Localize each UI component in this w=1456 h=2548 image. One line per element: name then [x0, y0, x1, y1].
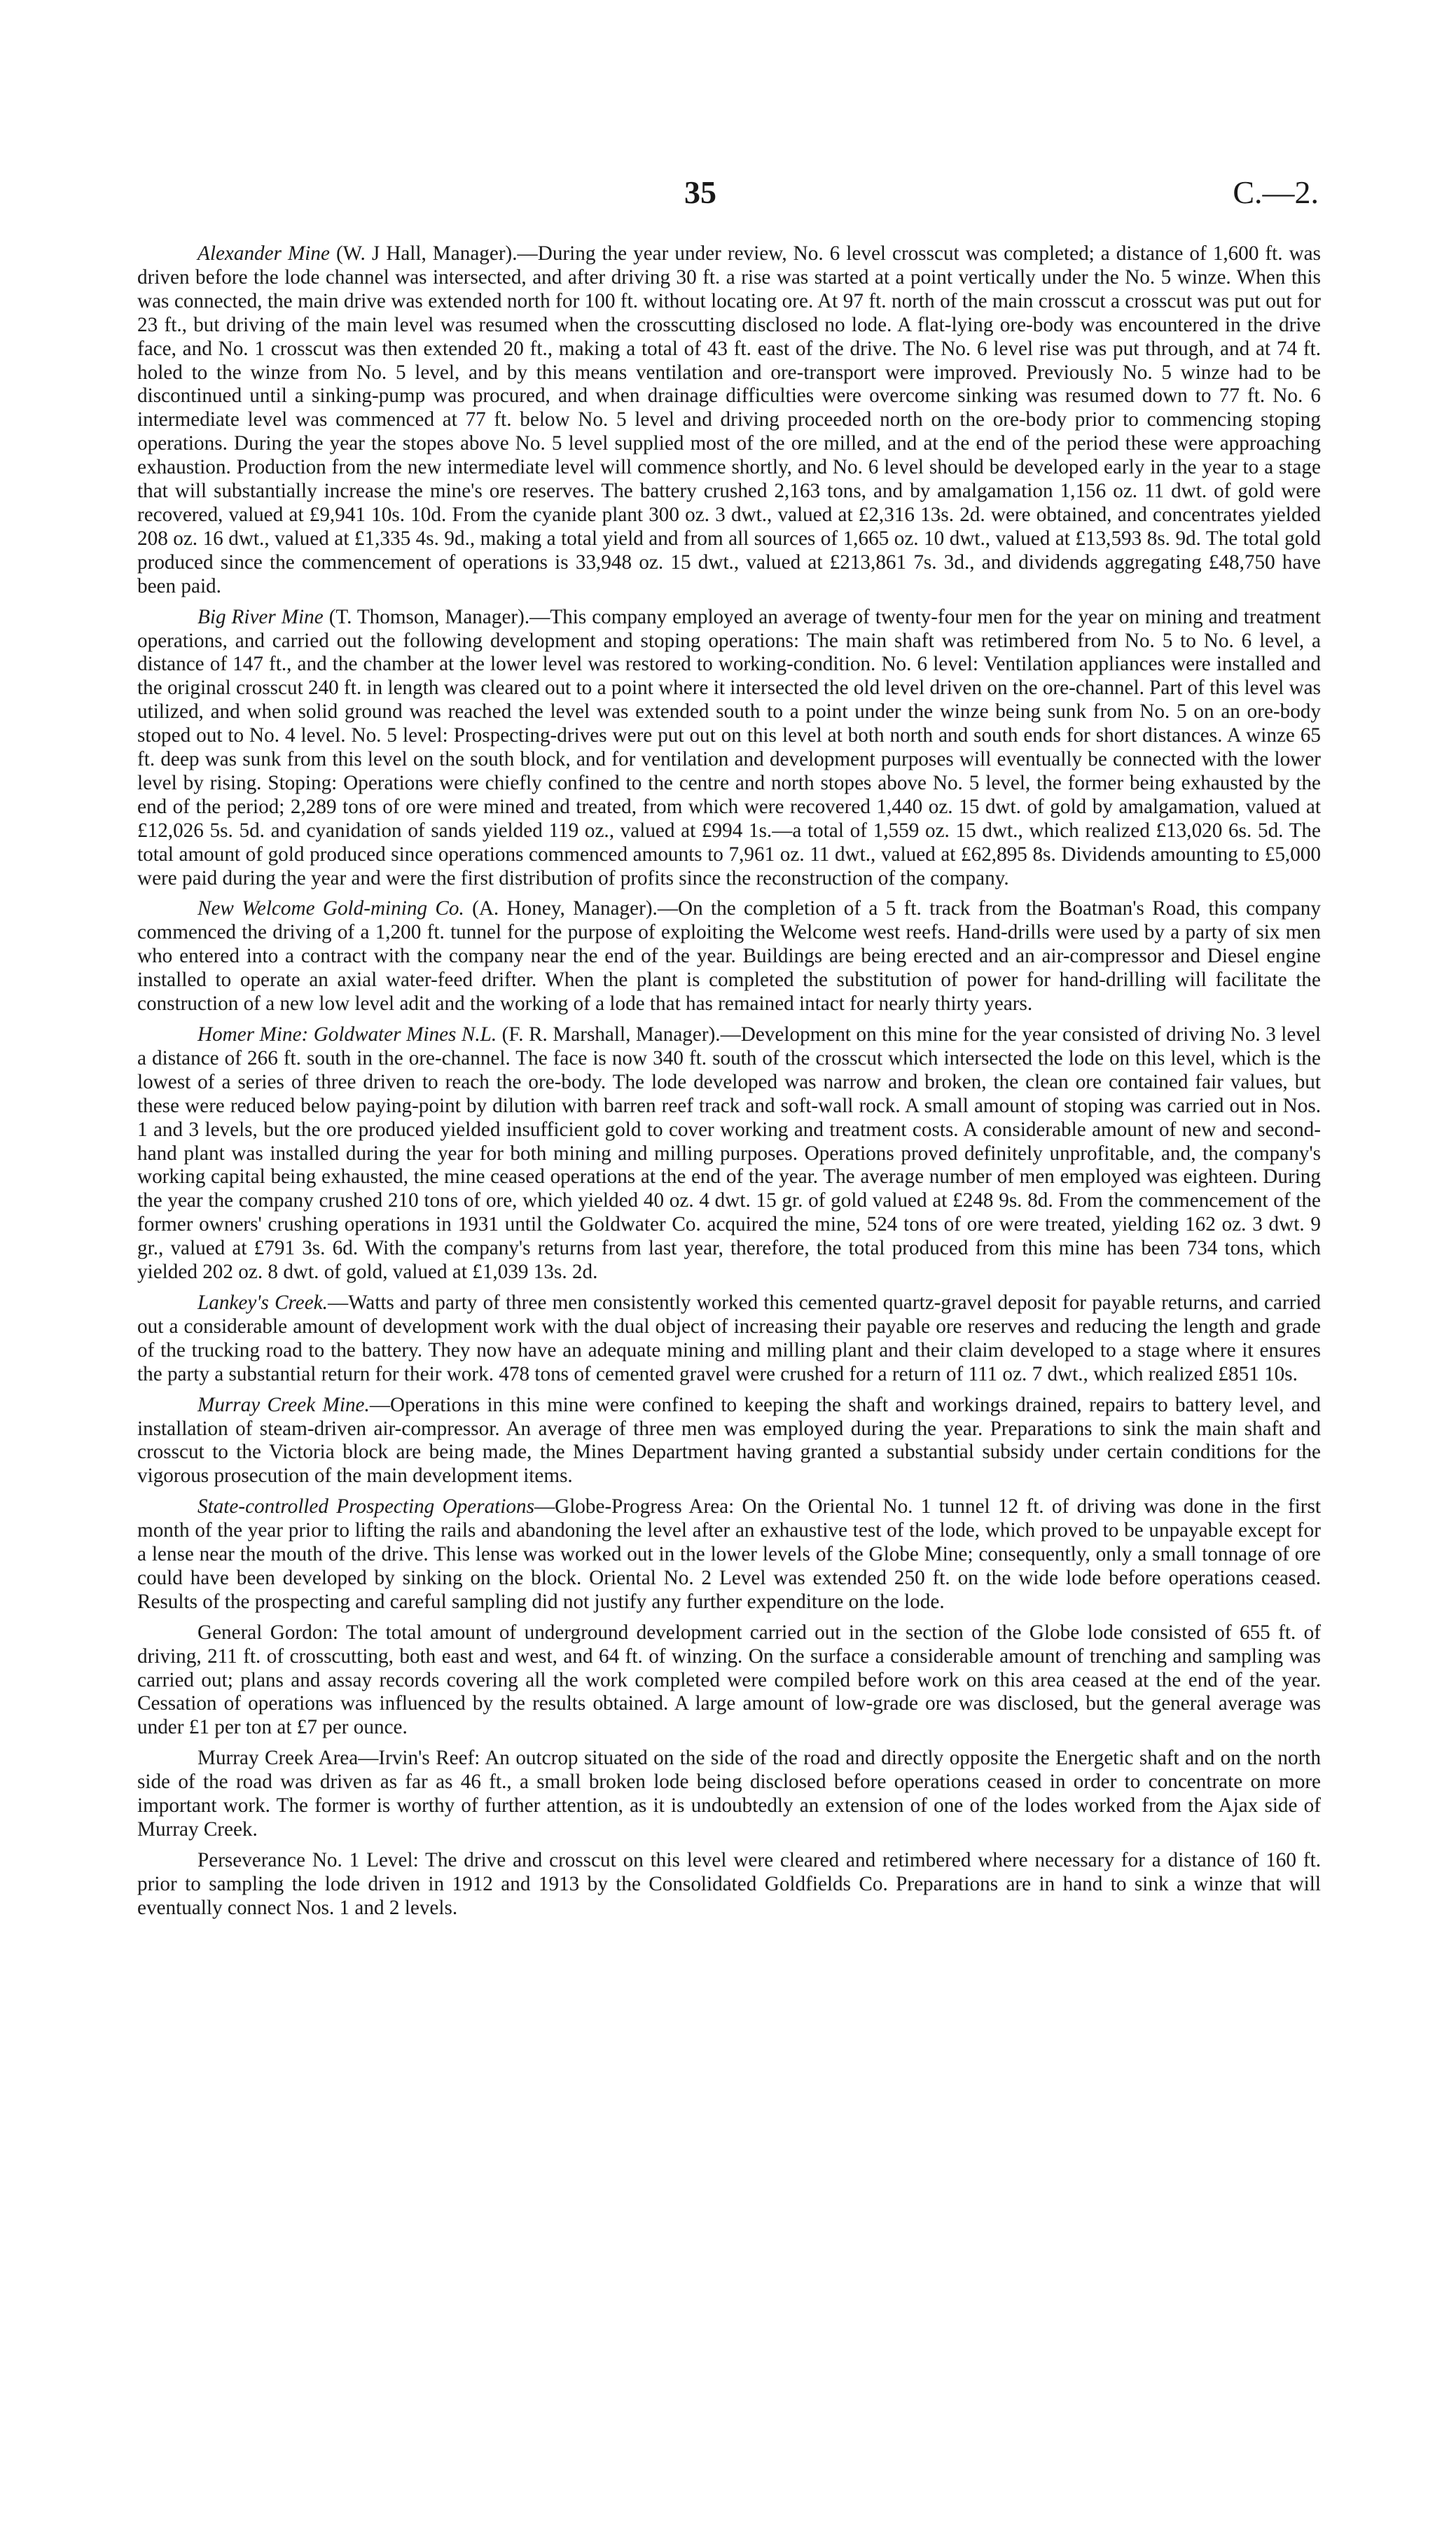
paragraph-irvins-reef	[137, 1747, 1321, 1842]
paragraph-text: General Gordon: The total amount of underground development carried out in the section of the Globe lode consisted of 655 ft. of driving, 211 ft. of crosscutting, both east and west, and 64 ft. of winzing. On the surface a considerable amount of trenching and sampling was carried out; plans and assay records covering all the work completed were compiled before work on this area ceased at the end of the year. Cessation of operations was influenced by the results obtained. A large amount of low-grade ore was disclosed, but the general average was under £1 per ton at £7 per ounce.	[137, 1621, 1321, 1739]
paragraph-lead: Big River Mine	[197, 605, 324, 628]
paragraph-big-river-mine	[137, 606, 1321, 891]
document-reference: C.—2.	[1233, 174, 1319, 210]
paragraph-text: Murray Creek Area—Irvin's Reef: An outcrop situated on the side of the road and directly opposite the Energetic shaft and on the north side of the road was driven as far as 46 ft., a small broken lode being disclosed before operations ceased in order to concentrate on more important work. The former is worthy of further attention, as it is undoubtedly an extension of one of the lodes worked from the Ajax side of Murray Creek.	[137, 1747, 1321, 1841]
report-body	[137, 242, 1321, 1927]
paragraph-lankeys-creek	[137, 1292, 1321, 1387]
paragraph-lead: Alexander Mine	[197, 242, 330, 265]
paragraph-new-welcome	[137, 897, 1321, 1016]
paragraph-text: (W. J Hall, Manager).—During the year under review, No. 6 level crosscut was completed; a distance of 1,600 ft. was driven before the lode channel was intersected, and after driving 30 ft. a rise was started at a point vertically under the No. 5 winze. When this was connected, the main drive was extended north for 100 ft. without locating ore. At 97 ft. north of the main crosscut a crosscut was put out for 23 ft., but driving of the main level was resumed when the crosscutting disclosed no lode. A flat-lying ore-body was encountered in the drive face, and No. 1 crosscut was then extended 20 ft., making a total of 43 ft. east of the drive. The No. 6 level rise was put through, and at 74 ft. holed to the winze from No. 5 level, and by this means ventilation and ore-transport were improved. Previously No. 5 winze had to be discontinued until a sinking-pump was procured, and when drainage difficulties were overcome sinking was resumed down to 77 ft. No. 6 intermediate level was commenced at 77 ft. below No. 5 level and driving proceeded north on the ore-body prior to commencing stoping operations. During the year the stopes above No. 5 level supplied most of the ore milled, and at the end of the period these were approaching exhaustion. Production from the new intermediate level will commence shortly, and No. 6 level should be developed early in the year to a stage that will substantially increase the mine's ore reserves. The battery crushed 2,163 tons, and by amalgamation 1,156 oz. 11 dwt. of gold were recovered, valued at £9,941 10s. 10d. From the cyanide plant 300 oz. 3 dwt., valued at £2,316 13s. 2d. were obtained, and concentrates yielded 208 oz. 16 dwt., valued at £1,335 4s. 9d., making a total yield and from all sources of 1,665 oz. 10 dwt., valued at £13,593 8s. 9d. The total gold produced since the commencement of operations is 33,948 oz. 15 dwt., valued at £213,861 7s. 3d., and dividends aggregating £48,750 have been paid.	[137, 242, 1321, 597]
paragraph-murray-creek-mine	[137, 1394, 1321, 1489]
paragraph-lead: Murray Creek Mine.	[197, 1393, 370, 1416]
paragraph-text: —Globe-Progress Area: On the Oriental No. 1 tunnel 12 ft. of driving was done in the first month of the year prior to lifting the rails and abandoning the level after an exhaustive test of the lode, which proved to be unpayable except for a lense near the mouth of the drive. This lense was worked out in the lower levels of the Globe Mine; consequently, only a small tonnage of ore could have been developed by sinking on the block. Oriental No. 2 Level was extended 250 ft. on the wide lode before operations ceased. Results of the prospecting and careful sampling did not justify any further expenditure on the lode.	[137, 1495, 1321, 1613]
page-header	[0, 174, 1456, 223]
paragraph-perseverance	[137, 1849, 1321, 1920]
paragraph-text: (T. Thomson, Manager).—This company employed an average of twenty-four men for the year on mining and treatment operations, and carried out the following development and stoping operations: The main shaft was retimbered from No. 5 to No. 6 level, a distance of 147 ft., and the chamber at the lower level was restored to working-condition. No. 6 level: Ventilation appliances were installed and the original crosscut 240 ft. in length was cleared out to a point where it intersected the old level driven on the ore-channel. Part of this level was utilized, and when solid ground was reached the level was extended south to a point under the winze being sunk from No. 5 on an ore-body stoped out to No. 4 level. No. 5 level: Prospecting-drives were put out on this level at both north and south ends for short distances. A winze 65 ft. deep was sunk from this level on the south block, and for ventilation and development purposes will eventually be connected with the lower level by rising. Stoping: Operations were chiefly confined to the centre and north stopes above No. 5 level, the former being exhausted by the end of the period; 2,289 tons of ore were mined and treated, from which were recovered 1,440 oz. 15 dwt. of gold by amalgamation, valued at £12,026 5s. 5d. and cyanidation of sands yielded 119 oz., valued at £994 1s.—a total of 1,559 oz. 15 dwt., which realized £13,020 6s. 5d. The total amount of gold produced since operations commenced amounts to 7,961 oz. 11 dwt., valued at £62,895 8s. Dividends amounting to £5,000 were paid during the year and were the first distribution of profits since the reconstruction of the company.	[137, 605, 1321, 889]
paragraph-lead: State-controlled Prospecting Operations	[197, 1495, 534, 1518]
page-number: 35	[684, 174, 716, 210]
paragraph-alexander-mine	[137, 242, 1321, 599]
paragraph-lead: New Welcome Gold-mining Co.	[197, 897, 464, 920]
paragraph-homer-mine	[137, 1023, 1321, 1285]
paragraph-general-gordon	[137, 1621, 1321, 1740]
paragraph-text: (A. Honey, Manager).—On the completion of a 5 ft. track from the Boatman's Road, this company commenced the driving of a 1,200 ft. tunnel for the purpose of exploiting the Welcome west reefs. Hand-drills were used by a party of six men who entered into a contract with the company near the end of the year. Buildings are being erected and an air-compressor and Diesel engine installed to operate an axial water-feed drifter. When the plant is completed the substitution of power for hand-drilling will facilitate the construction of a new low level adit and the working of a lode that has remained intact for nearly thirty years.	[137, 897, 1321, 1016]
paragraph-lead: Homer Mine: Goldwater Mines N.L.	[197, 1023, 497, 1046]
paragraph-text: Perseverance No. 1 Level: The drive and crosscut on this level were cleared and retimbered where necessary for a distance of 160 ft. prior to sampling the lode driven in 1912 and 1913 by the Consolidated Goldfields Co. Preparations are in hand to sink a winze that will eventually connect Nos. 1 and 2 levels.	[137, 1848, 1321, 1919]
paragraph-state-controlled	[137, 1495, 1321, 1614]
paragraph-text: (F. R. Marshall, Manager).—Development on this mine for the year consisted of driving No. 3 level a distance of 266 ft. south in the ore-channel. The face is now 340 ft. south of the crosscut which intersected the lode on this level, which is the lowest of a series of three driven to reach the ore-body. The lode developed was narrow and broken, the clean ore contained fair values, but these were reduced below paying-point by dilution with barren reef track and soft-wall rock. A small amount of stoping was carried out in Nos. 1 and 3 levels, but the ore produced yielded insufficient gold to cover working and treatment costs. A considerable amount of new and second-hand plant was installed during the year for both mining and milling purposes. Operations proved definitely unprofitable, and, the company's working capital being exhausted, the mine ceased operations at the end of the year. The average number of men employed was eighteen. During the year the company crushed 210 tons of ore, which yielded 40 oz. 4 dwt. 15 gr. of gold valued at £248 9s. 8d. From the commencement of the former owners' crushing operations in 1931 until the Goldwater Co. acquired the mine, 524 tons of ore were treated, yielding 162 oz. 3 dwt. 9 gr., valued at £791 3s. 6d. With the company's returns from last year, therefore, the total produced from this mine has been 734 tons, which yielded 202 oz. 8 dwt. of gold, valued at £1,039 13s. 2d.	[137, 1023, 1321, 1284]
paragraph-text: —Watts and party of three men consistently worked this cemented quartz-gravel deposit for payable returns, and carried out a considerable amount of development work with the dual object of increasing their payable ore reserves and reducing the length and grade of the trucking road to the battery. They now have an adequate mining and milling plant and their claim developed to a stage where it ensures the party a substantial return for their work. 478 tons of cemented gravel were crushed for a return of 111 oz. 7 dwt., which realized £851 10s.	[137, 1291, 1321, 1385]
paragraph-text: —Operations in this mine were confined to keeping the shaft and workings drained, repairs to battery level, and installation of steam-driven air-compressor. An average of three men was employed during the year. Preparations to sink the main shaft and crosscut to the Victoria block are being made, the Mines Department having granted a substantial subsidy under certain conditions for the vigorous prosecution of the main development items.	[137, 1393, 1321, 1488]
paragraph-lead: Lankey's Creek.	[197, 1291, 328, 1314]
